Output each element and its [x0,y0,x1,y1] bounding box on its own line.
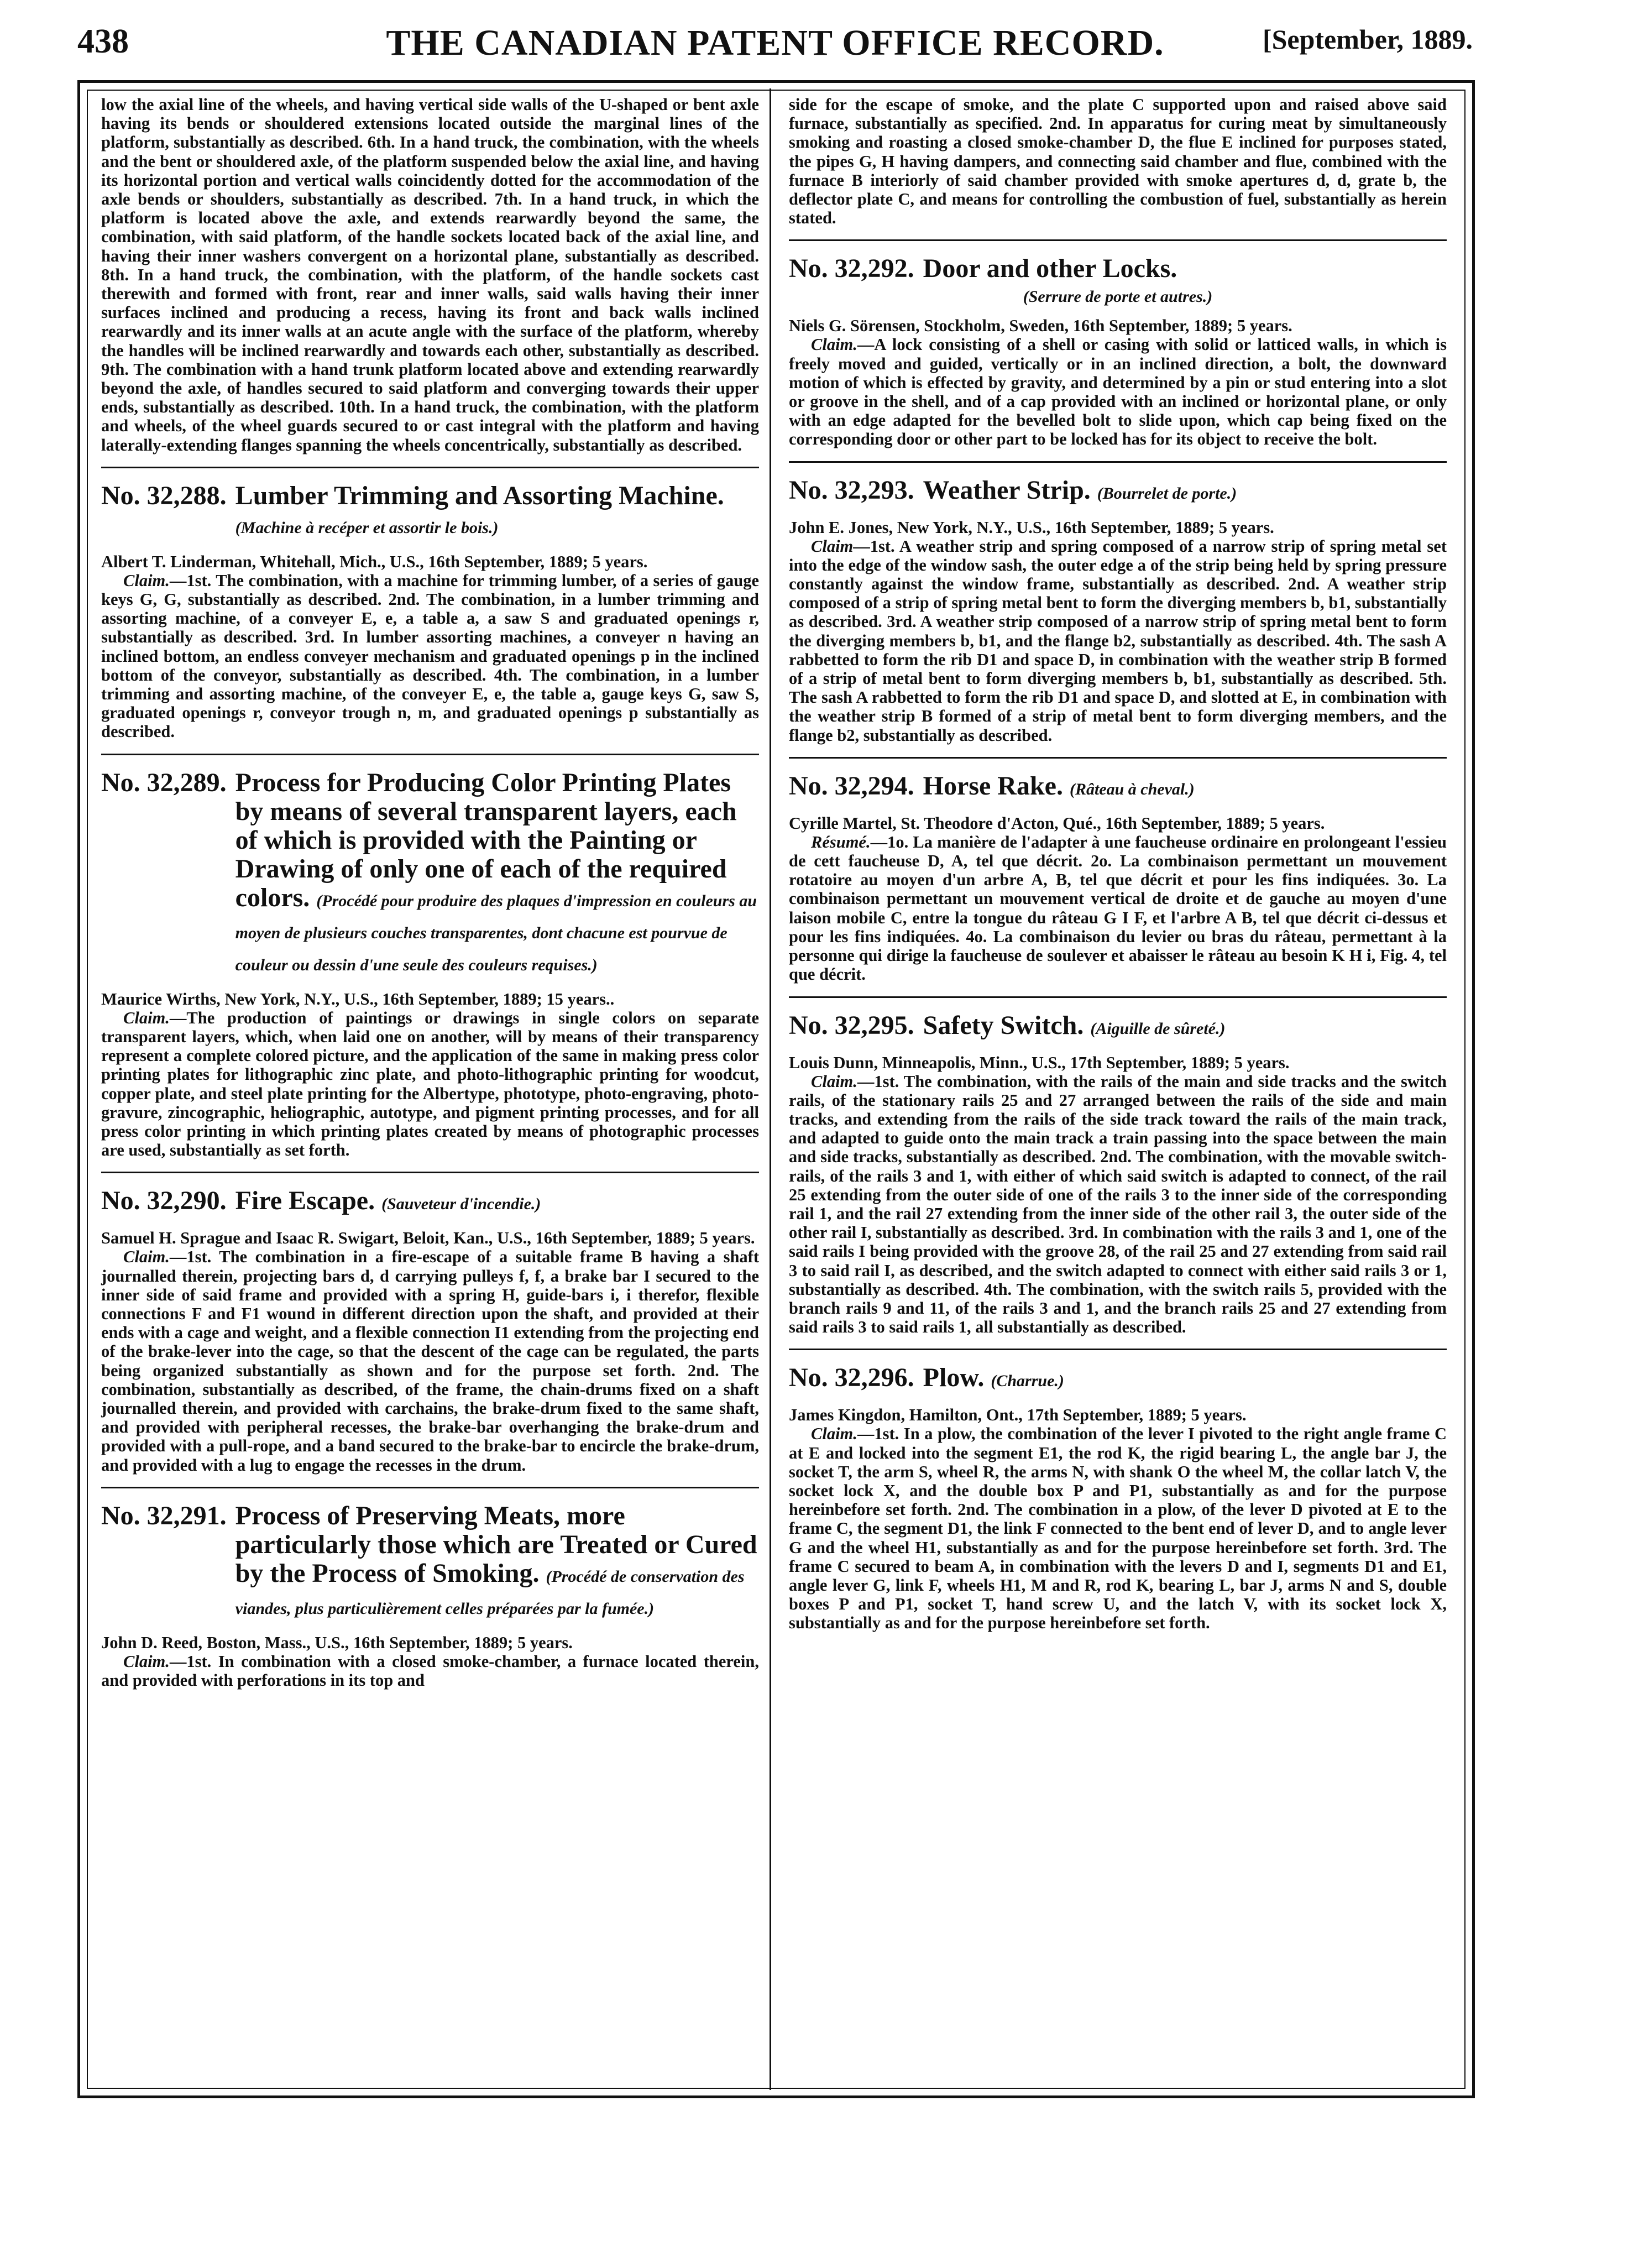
section-rule [789,996,1447,998]
patent-entry-32293 [789,476,1447,745]
patent-heading [101,1502,759,1623]
section-rule [789,461,1447,463]
patent-title-block [235,1502,759,1623]
inventor-line: James Kingdon, Hamilton, Ont., 17th September, 1889; 5 years. [789,1405,1247,1425]
french-title: (Sauveteur d'incendie.) [381,1195,541,1214]
patent-entry-32294 [789,772,1447,984]
page-number: 438 [77,23,129,60]
inventor-line: Maurice Wirths, New York, N.Y., U.S., 16th September, 1889; 15 years.. [101,989,615,1008]
patent-heading [789,1011,1447,1043]
claim-text [101,571,759,741]
french-title: (Serrure de porte et autres.) [1023,288,1213,306]
patent-entry-32295 [789,1011,1447,1337]
page-header [77,22,1473,72]
inventor-line: Albert T. Linderman, Whitehall, Mich., U.S., 16th September, 1889; 5 years. [101,552,648,571]
patent-title-block [235,769,759,980]
claim-label: Résumé. [811,832,871,851]
patent-title: Plow. [923,1363,985,1393]
patent-heading [789,476,1447,508]
patent-entry-32288 [101,482,759,741]
patent-number: No. 32,295. [789,1010,914,1040]
french-title: (Aiguille de sûreté.) [1090,1019,1226,1038]
inventor-line: Samuel H. Sprague and Isaac R. Swigart, Beloit, Kan., U.S., 16th September, 1889; 5 years. [101,1229,755,1248]
patent-entry-32292 [789,254,1447,448]
patent-heading [101,1187,759,1219]
patent-title: Door and other Locks. [923,254,1177,284]
claim-body: —1st. The combination, with a machine for trimming lumber, of a series of gauge keys G, G, substantially as described. 2nd. The combination, in a lumber trimming and assorting machine, of a conveyer E, e, a table a, a saw S and graduated openings r, substantially as described. 3rd. In lumber assorting machines, a conveyer n having an inclined bottom, an endless conveyer mechanism and graduated openings p in the inclined bottom of the conveyor, substantially as described. 4th. The combination, in a lumber trimming and assorting machine, of the conveyer E, e, the table a, gauge keys G, saw S, graduated openings r, conveyor trough n, m, and graduated openings p substantially as described. [101,571,759,741]
patent-number: No. 32,289. [101,767,227,797]
journal-title: THE CANADIAN PATENT OFFICE RECORD. [386,23,1164,63]
french-title: (Charrue.) [991,1372,1064,1391]
patent-entry-32291 [101,1502,759,1690]
claim-text [789,833,1447,984]
patent-heading [101,482,759,542]
claim-label: Claim. [811,335,857,354]
patent-number: No. 32,288. [101,480,227,510]
page-frame [77,80,1475,2098]
claim-label: Claim. [123,1247,170,1267]
patent-entry-32296 [789,1363,1447,1632]
inventor-line: John D. Reed, Boston, Mass., U.S., 16th September, 1889; 5 years. [101,1633,573,1652]
section-rule [101,754,759,755]
claim-body: —1o. La manière de l'adapter à une faucheuse ordinaire en prolongeant l'essieu de cett faucheuse D, A, tel que décrit. 2o. La combinaison permettant un mouvement rotatoire au moyen d'un arbre A, B, tel que décrit et pour les fins indiquées. 3o. La combinaison permettant un mouvement vertical de droite et de gauche au moyen d'une laison mobile C, entre la tongue du râteau G I F, et l'arbre A B, tel que décrit ci-dessus et pour les fins indiquées. 4o. La combinaison du levier ou bras du râteau, permettant à la personne qui dirige la faucheuse de soulever et abaisser le râteau au besoin K H i, Fig. 4, tel que décrit. [789,832,1447,984]
patent-title-block [923,772,1195,804]
claim-text [789,335,1447,448]
section-rule [789,239,1447,241]
claim-body: —1st. The combination, with the rails of the main and side tracks and the switch rails, of the stationary rails 25 and 27 arranged between the rails of the side and main tracks, and extending from the rails of the side track toward the rails of the main track, and adapted to guide onto the main track a train passing into the space between the main and side tracks, substantially as described. 2nd. The combination, with the movable switch-rails, of the rails 3 and 1, with either of which said switch is adapted to connect, of the rail 25 extending from the outer side of one of the rails 3 to the inner side of the corresponding rail 1, and the rail 27 extending from the inner side of the other rail 3, the outer side of the other rail I, substantially as described. 3rd. In combination with the rails 3 and 1, one of the said rails I being provided with the groove 28, of the rail 25 and 27 extending from said rail 3 to said rail I, as described, and the switch adapted to connect with either said rails 3 or 1, substantially as described. 4th. The combination, with the switch rails 5, provided with the branch rails 9 and 11, of the rails 3 and 1, and the branch rails 25 and 27 extending from said rails 3 to said rails 1, all substantially as described. [789,1072,1447,1337]
patent-title: Safety Switch. [923,1010,1084,1040]
patent-number: No. 32,296. [789,1363,914,1393]
left-column [101,95,759,1690]
patent-heading [101,769,759,980]
patent-heading [789,1363,1447,1396]
right-column [789,95,1447,1633]
french-title: (Machine à recéper et assortir le bois.) [235,518,499,537]
claim-label: Claim [811,536,854,556]
patent-number: No. 32,291. [101,1501,227,1530]
patent-title-block [923,1363,1064,1396]
claim-text [101,1008,759,1160]
inventor-line: Cyrille Martel, St. Theodore d'Acton, Qué., 16th September, 1889; 5 years. [789,813,1325,833]
claim-body: —A lock consisting of a shell or casing with solid or latticed walls, in which is freely moved and guided, vertically or in an inclined direction, a bolt, the downward motion of which is effected by gravity, and determined by a pin or stud entering into a slot or groove in the shell, and of a cap provided with an inclined or horizontal plane, or only with an edge adapted for the bevelled bolt to slide upon, which cap being fixed on the corresponding door or other part to be locked has for its object to receive the bolt. [789,335,1447,449]
claim-text [789,537,1447,745]
patent-heading [789,254,1447,283]
claim-body: —The production of paintings or drawings in single colors on separate transparent layers, which, when laid one on another, will by means of their transparency represent a complete colored picture, and the application of the same in making press color printing plates for lithographic zinc plate, and photo-lithographic printing for woodcut, copper plate, and steel plate printing for the Albertype, phototype, photo-engraving, photo-gravure, zincographic, heliographic, autotype, and pigment printing processes, and for all press color printing in which printing plates created by means of photographic processes are used, substantially as set forth. [101,1008,759,1160]
patent-title-block [923,1011,1226,1043]
french-title: (Procédé de conservation des viandes, plus particulièrement celles préparées par la fumée.) [235,1567,745,1618]
section-rule [789,757,1447,759]
patent-title-block [235,1187,541,1219]
patent-title-block [923,476,1237,508]
claim-body: —1st. A weather strip and spring composed of a narrow strip of spring metal set into the edge of the window sash, the outer edge a of the strip being held by spring pressure constantly against the window frame, substantially as described. 2nd. A weather strip composed of a strip of spring metal bent to form the diverging members b, b1, substantially as described. 3rd. A weather strip composed of a narrow strip of spring metal bent to form the diverging members b, b1, and the flange b2, substantially as described. 4th. The sash A rabbetted to form the rib D1 and space D, in combination with the weather strip B formed of a strip of metal bent to form diverging members b, b1, substantially as described. 5th. The sash A rabbetted to form the rib D1 and space D, and slotted at E, in combination with the weather strip B formed of a strip of metal bent to form diverging members, and the flange b2, substantially as described. [789,536,1447,745]
section-rule [101,467,759,468]
section-rule [789,1349,1447,1350]
patent-number: No. 32,293. [789,475,914,505]
claim-body: —1st. In combination with a closed smoke-chamber, a furnace located therein, and provided with perforations in its top and [101,1652,759,1690]
section-rule [101,1172,759,1173]
patent-title-block [235,482,759,542]
patent-heading [789,772,1447,804]
patent-title: Lumber Trimming and Assorting Machine. [235,480,724,510]
patent-title: Process of Preserving Meats, more particularly those which are Treated or Cured by the Process of Smoking. [235,1501,757,1588]
claim-text [101,1247,759,1474]
patent-title: Process for Producing Color Printing Plates by means of several transparent layers, each of which is provided with the Painting or Drawing of only one of each of the required colors. [235,767,737,912]
patent-title: Horse Rake. [923,771,1063,801]
continuation-text: low the axial line of the wheels, and having vertical side walls of the U-shaped or bent axle having its bends or shouldered extensions located outside the marginal lines of the platform, substantially as described. 6th. In a hand truck, the combination, with the wheels and the bent or shouldered axle, of the platform suspended below the axial line, and having its horizontal portion and vertical walls coincidently dotted for the accommodation of the axle bends or shoulders, substantially as described. 7th. In a hand truck, in which the platform is located above the axle, and extends rearwardly beyond the same, the combination, with said platform, of the handle sockets located back of the axial line, and having their inner washers convergent on a horizontal plane, substantially as described. 8th. In a hand truck, the combination, with the platform, of the handle sockets cast therewith and formed with front, rear and inner walls, said walls having their inner surfaces inclined and producing a recess, having its front and back walls inclined rearwardly and its inner walls at an acute angle with the surface of the platform, whereby the handles will be inclined rearwardly and towards each other, substantially as described. 9th. The combination with a hand trunk platform located above and extending rearwardly beyond the axle, of handles secured to said platform and converging towards their upper ends, substantially as described. 10th. In a hand truck, the combination, with the platform and wheels, of the wheel guards secured to or cast integral with the platform and having laterally-extending flanges spanning the wheels concentrically, substantially as described. [101,95,759,454]
claim-label: Claim. [123,1652,170,1671]
claim-label: Claim. [811,1072,857,1091]
claim-label: Claim. [123,1008,170,1027]
column-divider [770,88,771,2090]
claim-label: Claim. [811,1424,857,1444]
inventor-line: John E. Jones, New York, N.Y., U.S., 16th September, 1889; 5 years. [789,518,1274,537]
section-rule [101,1487,759,1488]
continuation-text: side for the escape of smoke, and the plate C supported upon and raised above said furnace, substantially as specified. 2nd. In apparatus for curing meat by simultaneously smoking and roasting a closed smoke-chamber D, the flue E inclined for purposes stated, the pipes G, H having dampers, and connecting said chamber and flue, combined with the furnace B interiorly of said chamber provided with smoke apertures d, d, grate b, the deflector plate C, and means for controlling the combustion of fuel, substantially as herein stated. [789,95,1447,228]
patent-title: Fire Escape. [235,1186,375,1216]
patent-entry-32290 [101,1187,759,1474]
patent-number: No. 32,290. [101,1186,227,1216]
claim-body: —1st. The combination in a fire-escape of a suitable frame B having a shaft journalled therein, projecting bars d, d carrying pulleys f, f, a brake bar I secured to the inner side of said frame and provided with a spring H, guide-bars i, i therefor, flexible connections F and F1 wound in different direction upon the shaft, and provided at their ends with a cage and weight, and a flexible connection I1 extending from the projecting end of the brake-lever into the cage, so that the descent of the cage can be regulated, the parts being organized substantially as shown and for the purpose set forth. 2nd. The combination, substantially as described, of the frame, the chain-drums fixed on a shaft journalled therein, and provided with carchains, the brake-drum fixed to the same shaft, and provided with peripheral recesses, the brake-bar overhanging the brake-drum and provided with a pull-rope, and a band secured to the brake-bar to encircle the brake-drum, and provided with a lug to engage the recesses in the drum. [101,1247,759,1475]
claim-text [789,1424,1447,1632]
inventor-line: Louis Dunn, Minneapolis, Minn., U.S., 17th September, 1889; 5 years. [789,1053,1290,1072]
french-title: (Procédé pour produire des plaques d'impression en couleurs au moyen de plusieurs couches transparentes, dont chacune est pourvue de couleur ou dessin d'une seule des couleurs requises.) [235,891,757,974]
french-title: (Râteau à cheval.) [1069,780,1195,798]
patent-entry-32289 [101,769,759,1160]
patent-number: No. 32,292. [789,254,914,284]
patent-number: No. 32,294. [789,771,914,801]
claim-text [101,1652,759,1690]
claim-text [789,1072,1447,1337]
claim-body: —1st. In a plow, the combination of the lever I pivoted to the right angle frame C at E and locked into the segment E1, the rod K, the rigid bearing L, the angle bar J, the socket T, the arm S, wheel R, the arms N, with shank O the wheel M, the collar latch V, the socket lock X, and the double box P and P1, substantially as and for the purpose hereinbefore set forth. 2nd. The combination in a plow, of the lever D pivoted at E to the frame C, the segment D1, the link F connected to the bent end of lever D, and to angle lever G and the wheel H1, substantially as and for the purpose hereinbefore set forth. 3rd. The frame C secured to beam A, in combination with the levers D and I, segments D1 and E1, angle lever G, link F, wheels H1, M and R, rod K, bearing L, bar J, arms N and S, double boxes P and P1, socket T, hand screw U, and the latch V, with its socket lock X, substantially as and for the purpose hereinbefore set forth. [789,1424,1447,1633]
inventor-line: Niels G. Sörensen, Stockholm, Sweden, 16th September, 1889; 5 years. [789,316,1292,336]
french-title: (Bourrelet de porte.) [1097,484,1237,503]
patent-title: Weather Strip. [923,475,1091,505]
issue-date: [September, 1889. [1262,24,1473,55]
claim-label: Claim. [123,571,170,590]
